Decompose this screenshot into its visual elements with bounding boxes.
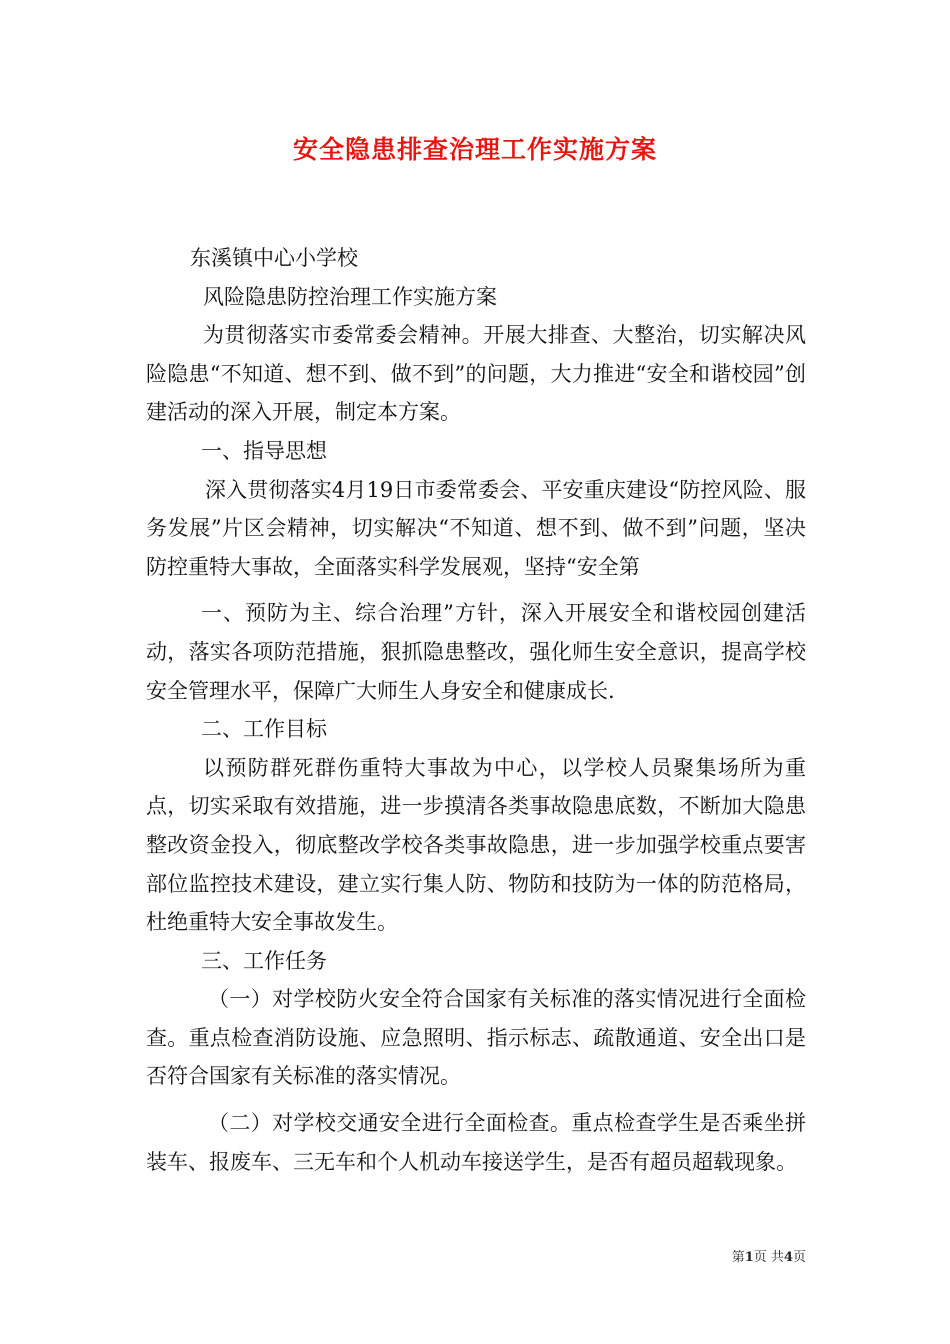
footer-current-page: 1: [744, 1250, 754, 1265]
footer-middle: 页 共: [753, 1250, 784, 1265]
document-body: [146, 239, 806, 1181]
paragraph-school-name: 东溪镇中心小学校: [190, 246, 358, 270]
page-number-footer: [732, 1246, 806, 1265]
paragraph-task-traffic-safety: （二）对学校交通安全进行全面检查。重点检查学生是否乘坐拼装车、报废车、三无车和个人机动车接送学生，是否有超员超载现象。: [146, 1111, 806, 1174]
section-heading-guiding-ideology: 一、指导思想: [201, 438, 327, 463]
document-title: 安全隐患排查治理工作实施方案: [292, 135, 657, 164]
footer-prefix: 第: [731, 1250, 745, 1265]
paragraph-guiding-ideology: 深入贯彻落实4月19日市委常委会、平安重庆建设“防控风险、服务发展”片区会精神，切实解决“不知道、想不到、做不到”问题，坚决防控重特大事故，全面落实科学发展观，坚持“安全第: [146, 477, 806, 579]
footer-suffix: 页: [792, 1250, 806, 1265]
paragraph-plan-subtitle: 风险隐患防控治理工作实施方案: [203, 284, 497, 309]
section-heading-work-tasks: 三、工作任务: [201, 948, 327, 973]
footer-total-pages: 4: [783, 1250, 793, 1265]
section-heading-work-goals: 二、工作目标: [201, 717, 327, 742]
paragraph-work-goals: 以预防群死群伤重特大事故为中心，以学校人员聚集场所为重点，切实采取有效措施，进一步摸清各类事故隐患底数，不断加大隐患整改资金投入，彻底整改学校各类事故隐患，进一步加强学校重点要害部位监控技术建设，建立实行集人防、物防和技防为一体的防范格局，杜绝重特大安全事故发生。: [146, 755, 806, 935]
paragraph-intro: 为贯彻落实市委常委会精神。开展大排查、大整治，切实解决风险隐患“不知道、想不到、做不到”的问题，大力推进“安全和谐校园”创建活动的深入开展，制定本方案。: [146, 323, 806, 425]
paragraph-task-fire-safety: （一）对学校防火安全符合国家有关标准的落实情况进行全面检查。重点检查消防设施、应急照明、指示标志、疏散通道、安全出口是否符合国家有关标准的落实情况。: [146, 987, 806, 1089]
paragraph-guiding-ideology-cont: 一、预防为主、综合治理”方针，深入开展安全和谐校园创建活动，落实各项防范措施，狠抓隐患整改，强化师生安全意识，提高学校安全管理水平，保障广大师生人身安全和健康成长.: [146, 601, 806, 703]
